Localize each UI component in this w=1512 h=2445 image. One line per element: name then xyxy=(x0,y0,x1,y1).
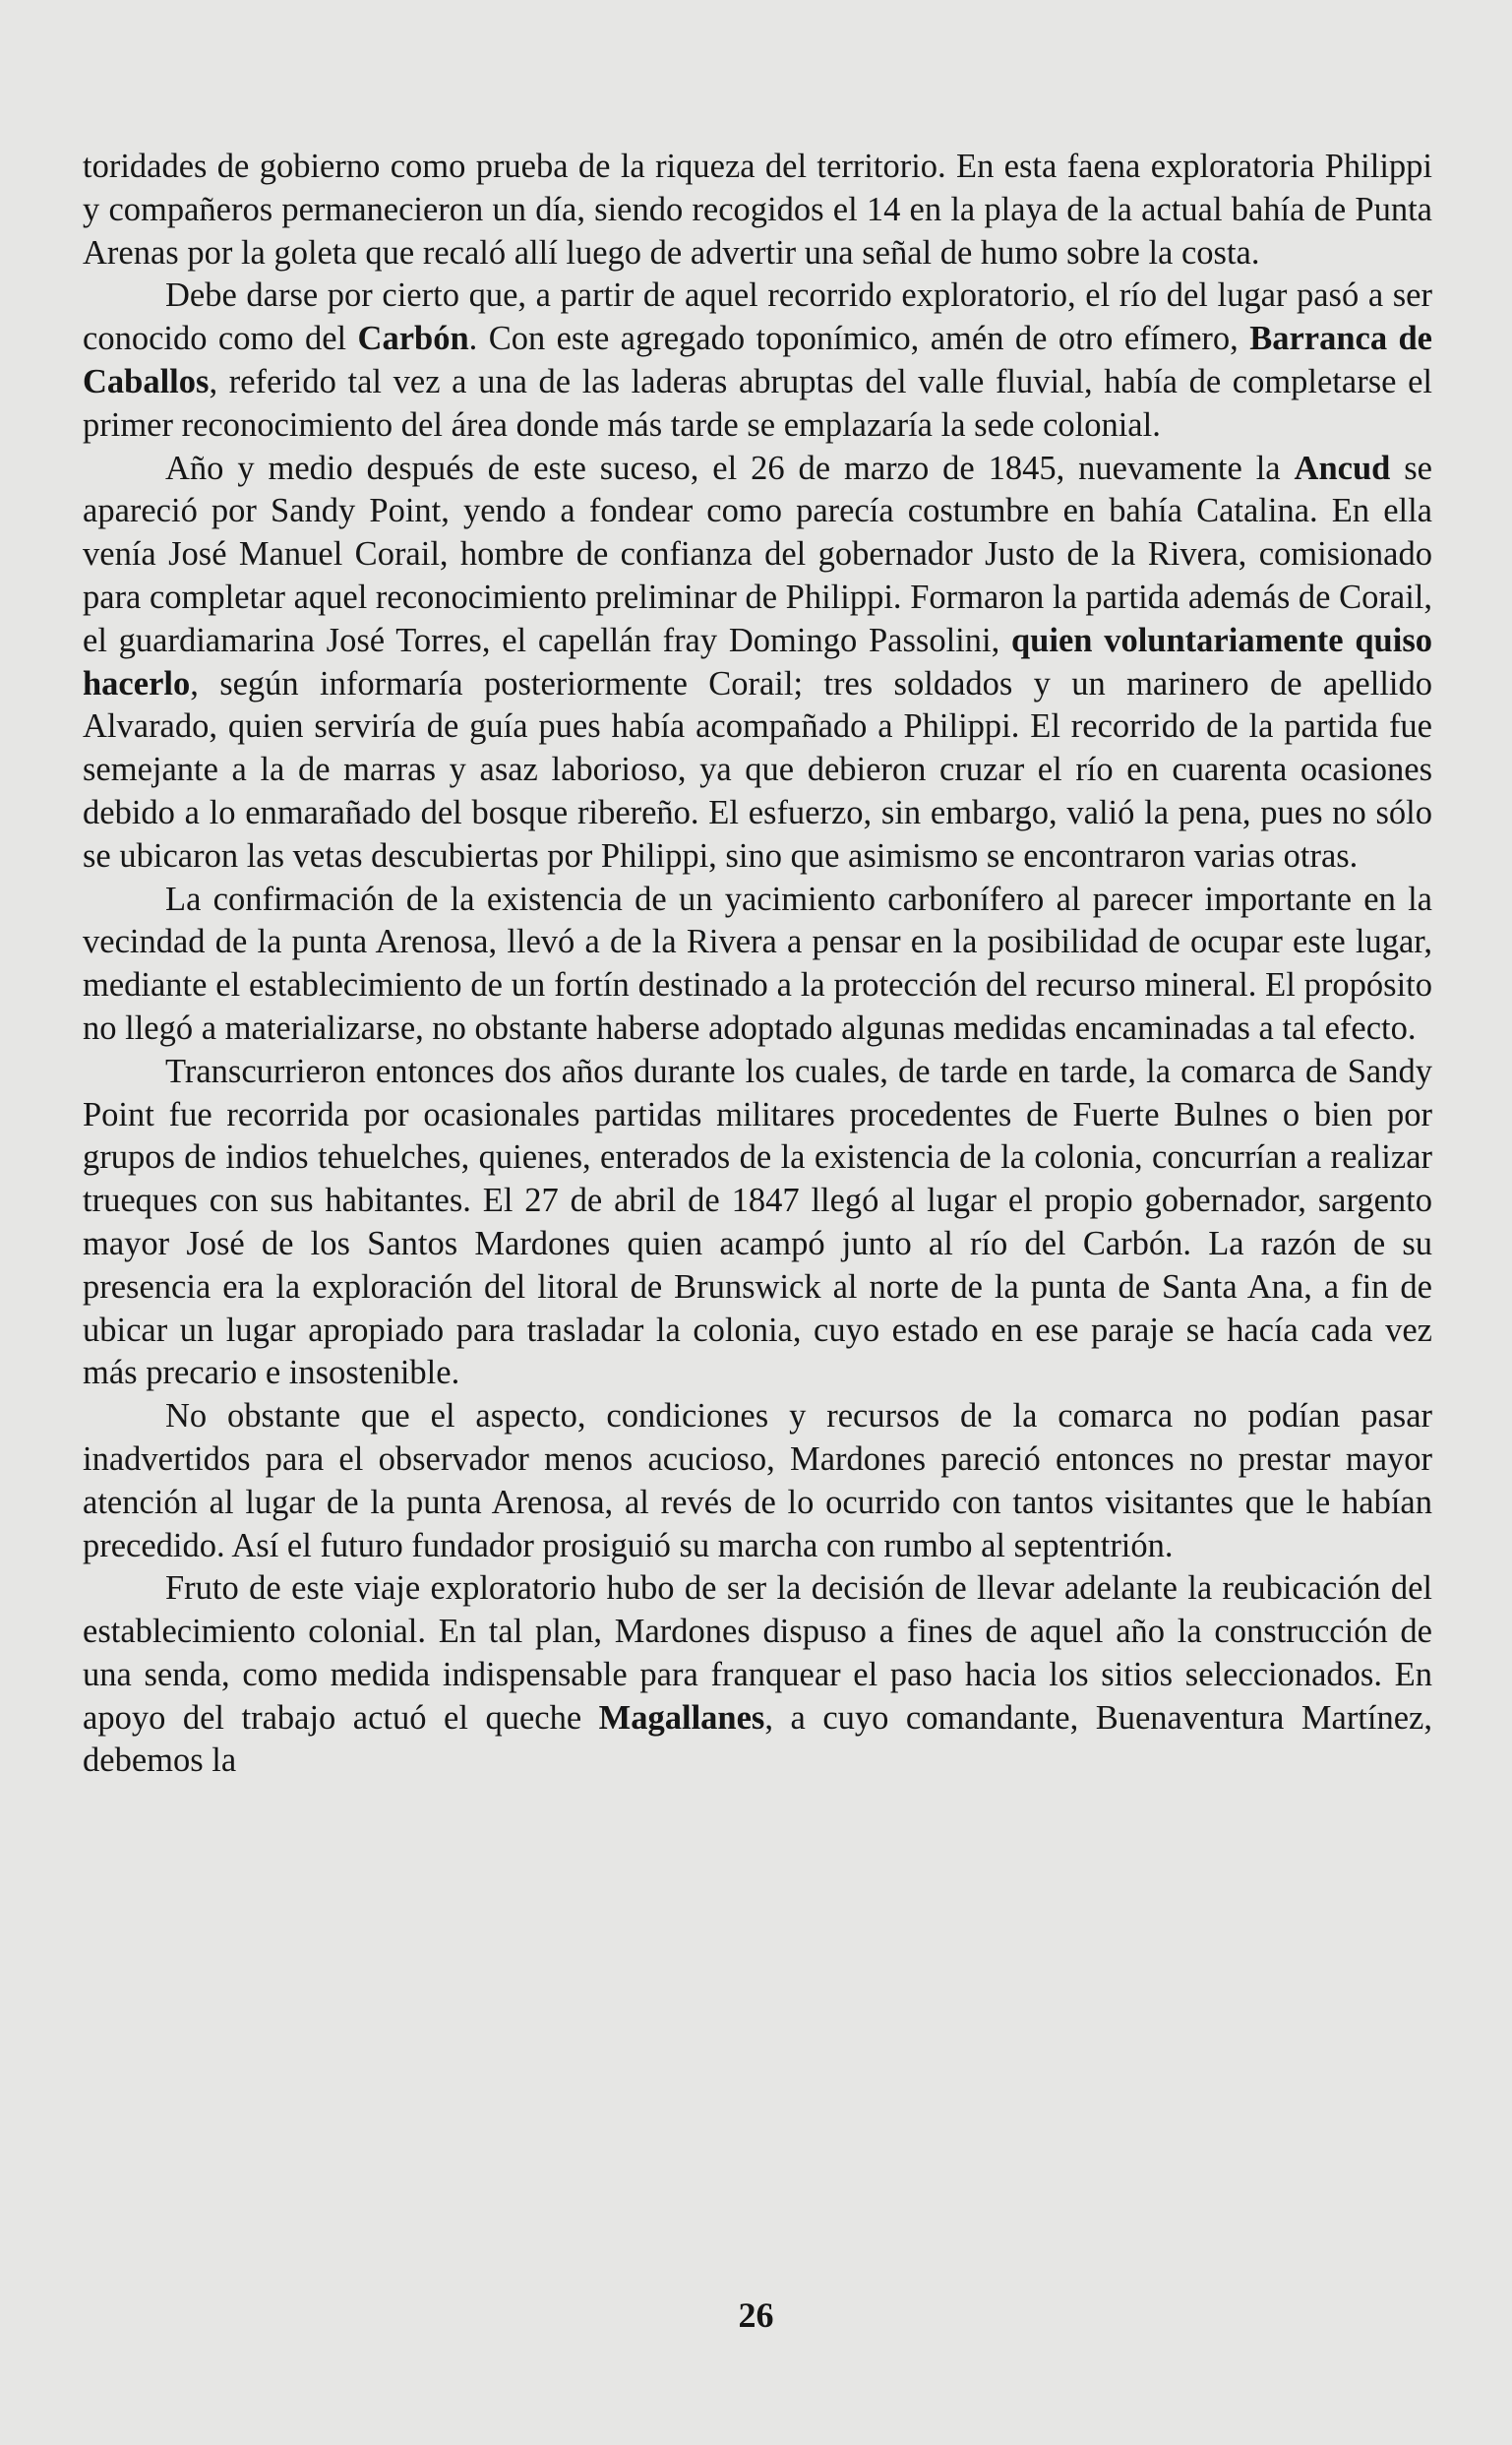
paragraph xyxy=(83,146,1432,275)
text-run: , referido tal vez a una de las laderas abruptas del valle fluvial, había de completarse el primer reconocimiento del área donde más tarde se emplazaría la sede colonial. xyxy=(83,362,1432,444)
paragraph xyxy=(83,879,1432,1051)
bold-term: Ancud xyxy=(1294,449,1391,487)
paragraph xyxy=(83,1567,1432,1783)
bold-term: Magallanes xyxy=(598,1698,765,1737)
text-run: se apareció por Sandy Point, yendo a fondear como parecía costumbre en bahía Catalina. En ella venía José Manuel Corail, hombre de confianza del gobernador Justo de la Rivera, comisionado para completar aquel reconocimiento preliminar de Philippi. Formaron la partida además de Corail, el guardiamarina José Torres, el capellán fray Domingo Passolini, xyxy=(83,449,1432,659)
paragraph xyxy=(83,1395,1432,1567)
text-run: No obstante que el aspecto, condiciones y recursos de la comarca no podían pasar inadvertidos para el observador menos acucioso, Mardones pareció entonces no prestar mayor atención al lugar de la punta Arenosa, al revés de lo ocurrido con tantos visitantes que le habían precedido. Así el futuro fundador prosiguió su marcha con rumbo al septentrión. xyxy=(83,1397,1432,1564)
text-run: Debe darse por cierto que, a partir de aquel recorrido exploratorio, el río del lugar pasó a ser conocido como del xyxy=(83,276,1432,358)
text-run: La confirmación de la existencia de un yacimiento carbonífero al parecer importante en la vecindad de la punta Arenosa, llevó a de la Rivera a pensar en la posibilidad de ocupar este lugar, mediante el establecimiento de un fortín destinado a la protección del recurso mineral. El propósito no llegó a materializarse, no obstante haberse adoptado algunas medidas encaminadas a tal efecto. xyxy=(83,880,1432,1047)
text-run: Fruto de este viaje exploratorio hubo de ser la decisión de llevar adelante la reubicación del establecimiento colonial. En tal plan, Mardones dispuso a fines de aquel año la construcción de una senda, como medida indispensable para franquear el paso hacia los sitios seleccionados. En apoyo del trabajo actuó el queche xyxy=(83,1569,1432,1737)
bold-term: Barranca de Caballos xyxy=(83,320,1432,400)
bold-term: Carbón xyxy=(357,320,469,358)
paragraph xyxy=(83,448,1432,879)
page-number: 26 xyxy=(738,2295,774,2335)
text-run: . Con este agregado toponímico, amén de otro efímero, xyxy=(468,320,1250,358)
paragraph xyxy=(83,275,1432,447)
text-run: toridades de gobierno como prueba de la riqueza del territorio. En esta faena exploratoria Philippi y compañeros permanecieron un día, siendo recogidos el 14 en la playa de la actual bahía de Punta Arenas por la goleta que recaló allí luego de advertir una señal de humo sobre la costa. xyxy=(83,148,1432,272)
body-text xyxy=(83,146,1432,1783)
text-run: Año y medio después de este suceso, el 26 de marzo de 1845, nuevamente la xyxy=(165,449,1295,487)
text-run: , a cuyo comandante, Buenaventura Martínez, debemos la xyxy=(83,1698,1432,1780)
text-run: Transcurrieron entonces dos años durante los cuales, de tarde en tarde, la comarca de Sandy Point fue recorrida por ocasionales partidas militares procedentes de Fuerte Bulnes o bien por grupos de indios tehuelches, quienes, enterados de la existencia de la colonia, concurrían a realizar trueques con sus habitantes. El 27 de abril de 1847 llegó al lugar el propio gobernador, sargento mayor José de los Santos Mardones quien acampó junto al río del Carbón. La razón de su presencia era la exploración del litoral de Brunswick al norte de la punta de Santa Ana, a fin de ubicar un lugar apropiado para trasladar la colonia, cuyo estado en ese paraje se hacía cada vez más precario e insostenible. xyxy=(83,1052,1432,1392)
text-run: , según informaría posteriormente Corail; tres soldados y un marinero de apellido Alvarado, quien serviría de guía pues había acompañado a Philippi. El recorrido de la partida fue semejante a la de marras y asaz laborioso, ya que debieron cruzar el río en cuarenta ocasiones debido a lo enmarañado del bosque ribereño. El esfuerzo, sin embargo, valió la pena, pues no sólo se ubicaron las vetas descubiertas por Philippi, sino que asimismo se encontraron varias otras. xyxy=(83,664,1432,875)
paragraph xyxy=(83,1051,1432,1395)
bold-term: quien voluntariamente quiso hacerlo xyxy=(83,621,1433,703)
